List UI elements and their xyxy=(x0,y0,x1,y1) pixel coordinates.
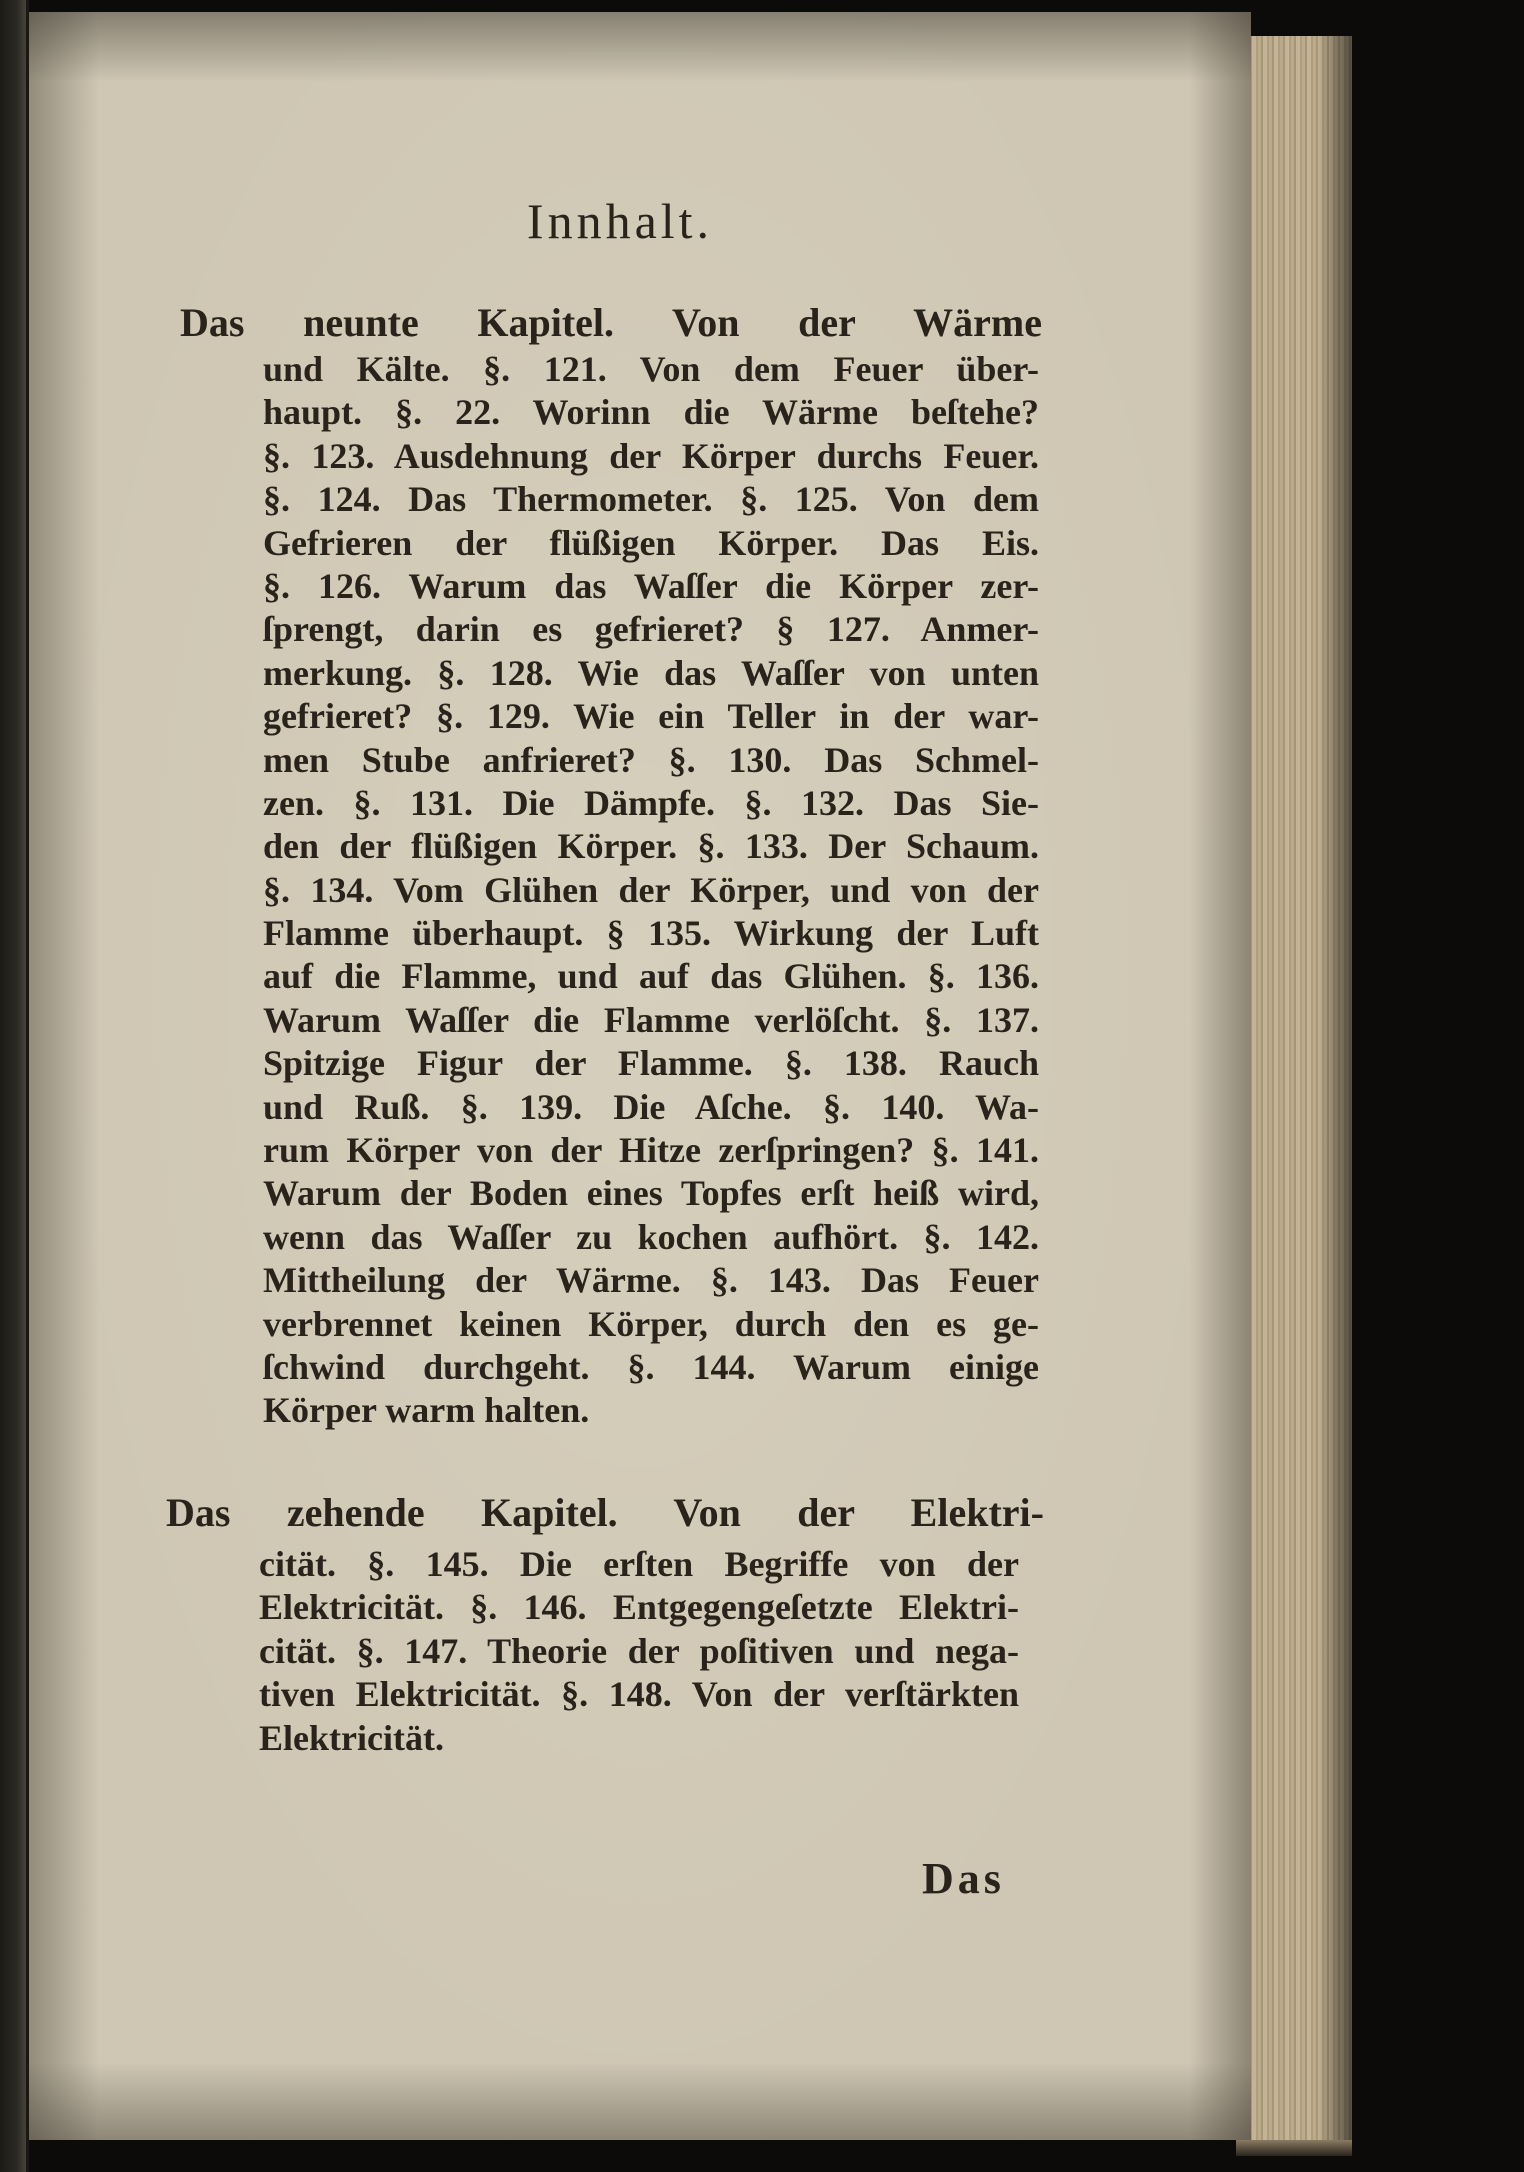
chapter-heading xyxy=(166,1491,1044,1535)
toc-line: Elektricität. xyxy=(259,1717,444,1758)
chapter-title: Von der Wärme xyxy=(672,301,1042,345)
toc-line: tiven Elektricität. §. 148. Von der verſtärkten xyxy=(259,1674,1019,1715)
page-title: Innhalt. xyxy=(526,193,714,249)
toc-line: auf die Flamme, und auf das Glühen. §. 136. xyxy=(263,956,1039,997)
toc-line: und Kälte. §. 121. Von dem Feuer über- xyxy=(263,349,1039,389)
chapter-contents xyxy=(263,348,1039,1433)
toc-line: Elektricität. §. 146. Entgegengeſetzte Elektri- xyxy=(259,1587,1019,1628)
toc-line: §. 126. Warum das Waſſer die Körper zer- xyxy=(263,565,1039,606)
chapter-contents xyxy=(259,1543,1019,1760)
toc-line: Mittheilung der Wärme. §. 143. Das Feuer xyxy=(263,1260,1039,1301)
toc-line: §. 134. Vom Glühen der Körper, und von der xyxy=(263,869,1039,910)
catchword: Das xyxy=(922,1854,1005,1903)
toc-line: haupt. §. 22. Worinn die Wärme beſtehe? xyxy=(263,392,1039,433)
toc-line: Warum der Boden eines Topfes erſt heiß wird, xyxy=(263,1173,1039,1214)
toc-line: Körper warm halten. xyxy=(263,1390,590,1431)
toc-line: den der flüßigen Körper. §. 133. Der Schaum. xyxy=(263,826,1039,867)
toc-line: cität. §. 147. Theorie der poſitiven und nega- xyxy=(259,1630,1019,1671)
toc-line: Flamme überhaupt. § 135. Wirkung der Luft xyxy=(263,913,1039,954)
toc-line: gefrieret? §. 129. Wie ein Teller in der war- xyxy=(263,696,1039,737)
toc-line: ſchwind durchgeht. §. 144. Warum einige xyxy=(263,1346,1039,1387)
toc-line: §. 124. Das Thermometer. §. 125. Von dem xyxy=(263,479,1039,520)
chapter-label: Das neunte Kapitel. xyxy=(180,301,615,345)
toc-line: verbrennet keinen Körper, durch den es ge- xyxy=(263,1303,1039,1344)
chapter-heading xyxy=(180,301,1042,345)
toc-line: merkung. §. 128. Wie das Waſſer von unten xyxy=(263,652,1039,693)
toc-line: rum Körper von der Hitze zerſpringen? §. 141. xyxy=(263,1130,1039,1171)
toc-line: Warum Waſſer die Flamme verlöſcht. §. 137. xyxy=(263,999,1039,1040)
toc-line: wenn das Waſſer zu kochen aufhört. §. 142. xyxy=(263,1216,1039,1257)
toc-line: und Ruß. §. 139. Die Aſche. §. 140. Wa- xyxy=(263,1086,1039,1127)
toc-line: men Stube anfrieret? §. 130. Das Schmel- xyxy=(263,739,1039,780)
chapter-title: Von der Elektri- xyxy=(673,1491,1044,1535)
toc-line: cität. §. 145. Die erſten Begriffe von der xyxy=(259,1544,1019,1584)
toc-line: ſprengt, darin es gefrieret? § 127. Anmer- xyxy=(263,609,1039,650)
chapter-label: Das zehende Kapitel. xyxy=(166,1491,618,1535)
toc-line: §. 123. Ausdehnung der Körper durchs Feuer. xyxy=(263,435,1039,476)
toc-line: Gefrieren der flüßigen Körper. Das Eis. xyxy=(263,522,1039,563)
toc-line: Spitzige Figur der Flamme. §. 138. Rauch xyxy=(263,1043,1039,1084)
toc-line: zen. §. 131. Die Dämpfe. §. 132. Das Sie- xyxy=(263,782,1039,823)
